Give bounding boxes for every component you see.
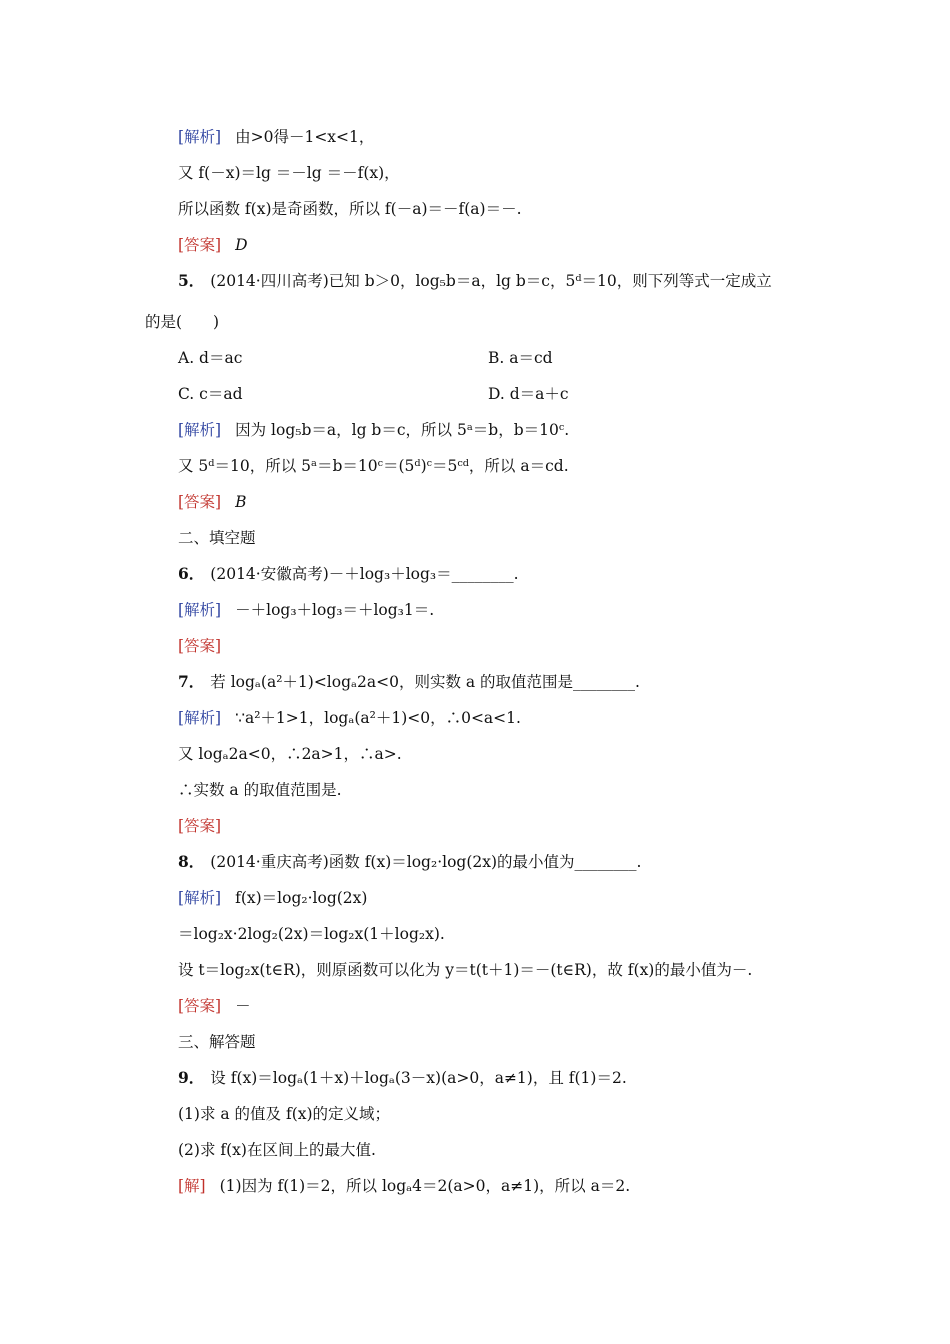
text-line: ∴实数 a 的取值范围是. (178, 781, 342, 799)
option-b: B. a＝cd (488, 349, 553, 367)
section-heading: 二、填空题 (178, 529, 256, 547)
analysis-text: f(x)＝log₂·log(2x) (235, 889, 368, 907)
question-9 (178, 1065, 627, 1091)
answer-tag: [答案] (178, 493, 222, 511)
analysis-text: 由>0得－1<x<1， (235, 128, 375, 146)
analysis-text: －＋log₃＋log₃＝＋log₃1＝. (235, 601, 435, 619)
text-line: 又 5ᵈ＝10，所以 5ᵃ＝b＝10ᶜ＝(5ᵈ)ᶜ＝5ᶜᵈ，所以 a＝cd. (178, 457, 569, 475)
question-part: (2)求 f(x)在区间上的最大值. (178, 1141, 376, 1159)
option-d: D. d＝a＋c (488, 385, 569, 403)
analysis-text: 因为 log₅b＝a，lg b＝c，所以 5ᵃ＝b，b＝10ᶜ. (235, 421, 570, 439)
answer-text: B (235, 493, 247, 511)
answer-line (178, 232, 248, 258)
text-line: 设 t＝log₂x(t∈R)，则原函数可以化为 y＝t(t＋1)＝－(t∈R)，故 f(x)的最小值为－. (178, 961, 753, 979)
question-5-wrap: 的是( ) (145, 313, 220, 331)
analysis-tag: [解析] (178, 601, 222, 619)
analysis-line (178, 124, 374, 150)
text-line: 又 f(－x)＝lg ＝－lg ＝－f(x)， (178, 164, 400, 182)
text-line: 又 logₐ2a<0，∴2a>1，∴a>. (178, 745, 402, 763)
answer-line (178, 813, 235, 839)
question-number: 8． (178, 852, 205, 871)
question-number: 9． (178, 1068, 205, 1087)
question-number: 6． (178, 564, 205, 583)
analysis-tag: [解析] (178, 421, 222, 439)
answer-tag: [答案] (178, 236, 222, 254)
question-text: 设 f(x)＝logₐ(1＋x)＋logₐ(3－x)(a>0，a≠1)，且 f(1)＝2. (210, 1069, 627, 1087)
solution-line (178, 1173, 630, 1199)
answer-line (178, 489, 247, 515)
answer-line (178, 993, 251, 1019)
question-part: (1)求 a 的值及 f(x)的定义域； (178, 1105, 391, 1123)
question-5 (178, 268, 772, 294)
question-number: 7． (178, 672, 205, 691)
answer-text: D (235, 236, 248, 254)
analysis-line (178, 417, 569, 443)
question-7 (178, 669, 640, 695)
answer-text: － (235, 997, 251, 1015)
analysis-text: ∵a²＋1>1，logₐ(a²＋1)<0，∴0<a<1. (235, 709, 521, 727)
analysis-line (178, 597, 434, 623)
answer-tag: [答案] (178, 817, 222, 835)
option-row (178, 381, 569, 407)
analysis-tag: [解析] (178, 889, 222, 907)
answer-tag: [答案] (178, 637, 222, 655)
option-row (178, 345, 553, 371)
text-line: ＝log₂x·2log₂(2x)＝log₂x(1＋log₂x). (178, 925, 445, 943)
text-line: 所以函数 f(x)是奇函数，所以 f(－a)＝－f(a)＝－. (178, 200, 522, 218)
option-a: A. d＝ac (178, 349, 243, 367)
question-text: (2014·重庆高考)函数 f(x)＝log₂·log(2x)的最小值为________. (210, 853, 642, 871)
solution-tag: [解] (178, 1177, 206, 1195)
option-c: C. c＝ad (178, 385, 243, 403)
answer-tag: [答案] (178, 997, 222, 1015)
question-text: 若 logₐ(a²＋1)<logₐ2a<0，则实数 a 的取值范围是________. (210, 673, 640, 691)
analysis-line (178, 885, 367, 911)
answer-line (178, 633, 235, 659)
question-text: (2014·安徽高考)－＋log₃＋log₃＝________. (210, 565, 519, 583)
question-6 (178, 561, 519, 587)
question-text: (2014·四川高考)已知 b＞0，log₅b＝a，lg b＝c，5ᵈ＝10，则下列等式一定成立 (210, 272, 772, 290)
analysis-tag: [解析] (178, 128, 222, 146)
question-8 (178, 849, 641, 875)
analysis-line (178, 705, 521, 731)
section-heading: 三、解答题 (178, 1033, 256, 1051)
solution-text: (1)因为 f(1)＝2，所以 logₐ4＝2(a>0，a≠1)，所以 a＝2. (219, 1177, 631, 1195)
analysis-tag: [解析] (178, 709, 222, 727)
question-number: 5． (178, 271, 205, 290)
